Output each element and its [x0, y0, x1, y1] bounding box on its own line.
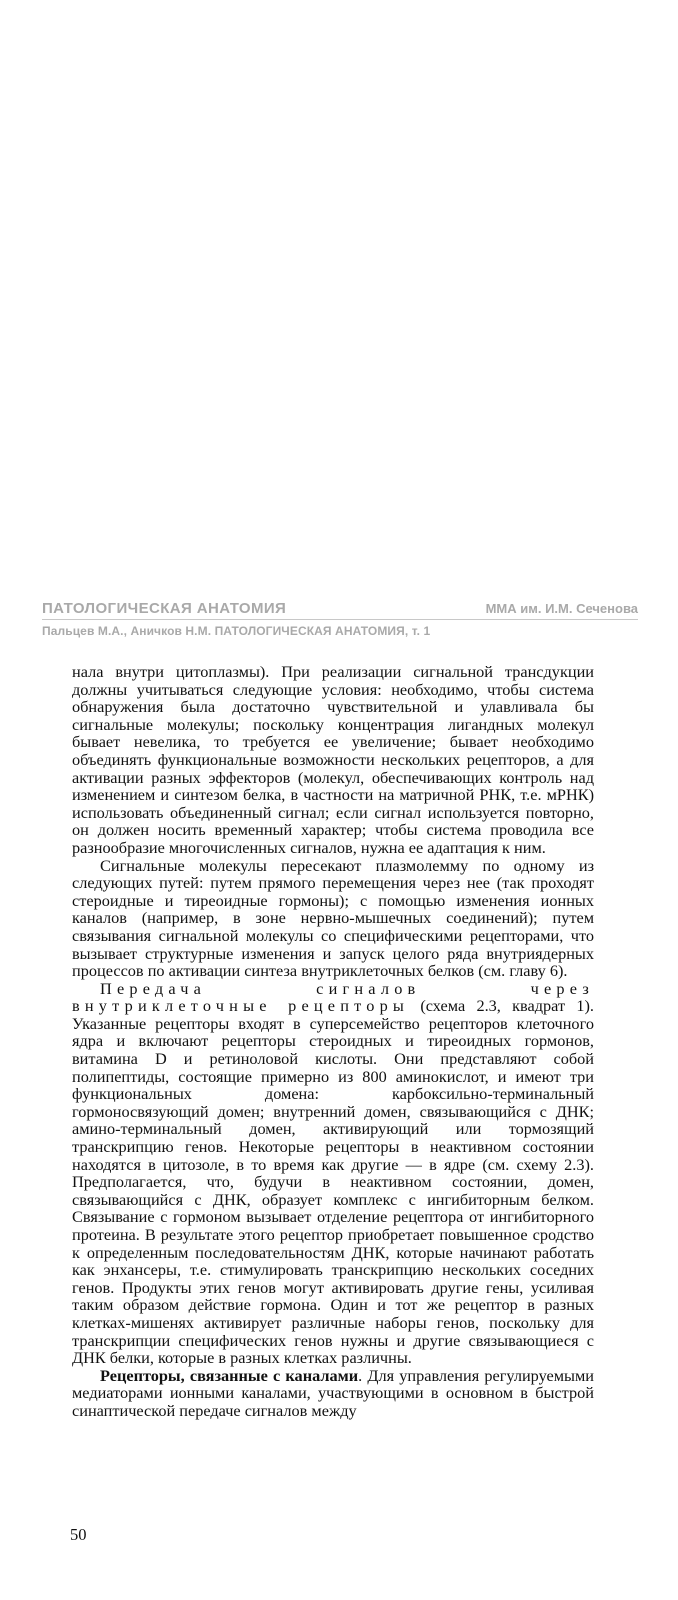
running-header-top-row — [42, 599, 638, 620]
paragraph-2: Сигнальные молекулы пересекают плазмолемму по одному из следующих путей: путем прямого перемещения через нее (так проходят стероидные и тиреоидные гормоны); с помощью изменения ионных каналов (например, в зоне нервно-мышечных соединений); путем связывания сигнальной молекулы со специфическими рецепторами, что вызывает структурные изменения и запуск целого ряда внутриядерных процессов по активации синтеза внутриклеточных белков (см. главу 6). — [72, 855, 594, 981]
running-header — [42, 599, 638, 638]
header-institution: ММА им. И.М. Сеченова — [485, 601, 638, 616]
header-title: ПАТОЛОГИЧЕСКАЯ АНАТОМИЯ — [42, 600, 287, 617]
paragraph-1: нала внутри цитоплазмы). При реализации сигнальной трансдукции должны учитываться следующие условия: необходимо, чтобы система обнаружения была достаточно чувствительной и улавливала бы сигнальные молекулы; поскольку концентрация лигандных молекул бывает невелика, то требуется ее увеличение; бывает необходимо объединять функциональные возможности нескольких рецепторов, а для активации разных эффекторов (молекул, обеспечивающих контроль над изменением и синтезом белка, в частности на матричной РНК, т.е. мРНК) использовать объединенный сигнал; если сигнал используется повторно, он должен носить временный характер; чтобы система проводила все разнообразие многочисленных сигналов, нужна ее адаптация к ним. — [72, 662, 594, 857]
section-heading-channel-receptors: Рецепторы, связанные с каналами — [100, 1365, 359, 1385]
paragraph-3 — [72, 980, 594, 1367]
section-heading-intracellular-receptors: Передача сигналов через внутриклеточные рецепторы — [72, 978, 594, 1016]
page-body — [72, 663, 594, 1420]
header-book-reference: Пальцев М.А., Аничков Н.М. ПАТОЛОГИЧЕСКАЯ АНАТОМИЯ, т. 1 — [42, 624, 431, 638]
page-number: 50 — [70, 1525, 87, 1544]
paragraph-3-text: (схема 2.3, квадрат 1). Указанные рецепторы входят в суперсемейство рецепторов клеточного ядра и включают рецепторы стероидных и тиреоидных гормонов, витамина D и ретиноловой кислоты. Они представляют собой полипептиды, состоящие примерно из 800 аминокислот, и имеют три функциональных домена: карбоксильно-терминальный гормоносвязующий домен; внутренний домен, связывающийся с ДНК; амино-терминальный домен, активирующий или тормозящий транскрипцию генов. Некоторые рецепторы в неактивном состоянии находятся в цитозоле, в то время как другие — в ядре (см. схему 2.3). Предполагается, что, будучи в неактивном состоянии, домен, связывающийся с ДНК, образует комплекс с ингибиторным белком. Связывание с гормоном вызывает отделение рецептора от ингибиторного протеина. В результате этого рецептор приобретает повышенное сродство к определенным последовательностям ДНК, которые начинают работать как энхансеры, т.е. стимулировать транскрипцию нескольких соседних генов. Продукты этих генов могут активировать другие гены, усиливая таким образом действие гормона. Один и тот же рецептор в разных клетках-мишенях активирует различные наборы генов, поскольку для транскрипции специфических генов нужны и другие связывающиеся с ДНК белки, которые в разных клетках различны. — [72, 996, 594, 1368]
paragraph-4-text: . Для управления регулируемыми медиаторами ионными каналами, участвующими в основном в быстрой синаптической передаче сигналов между — [72, 1365, 594, 1420]
paragraph-4 — [72, 1367, 594, 1420]
